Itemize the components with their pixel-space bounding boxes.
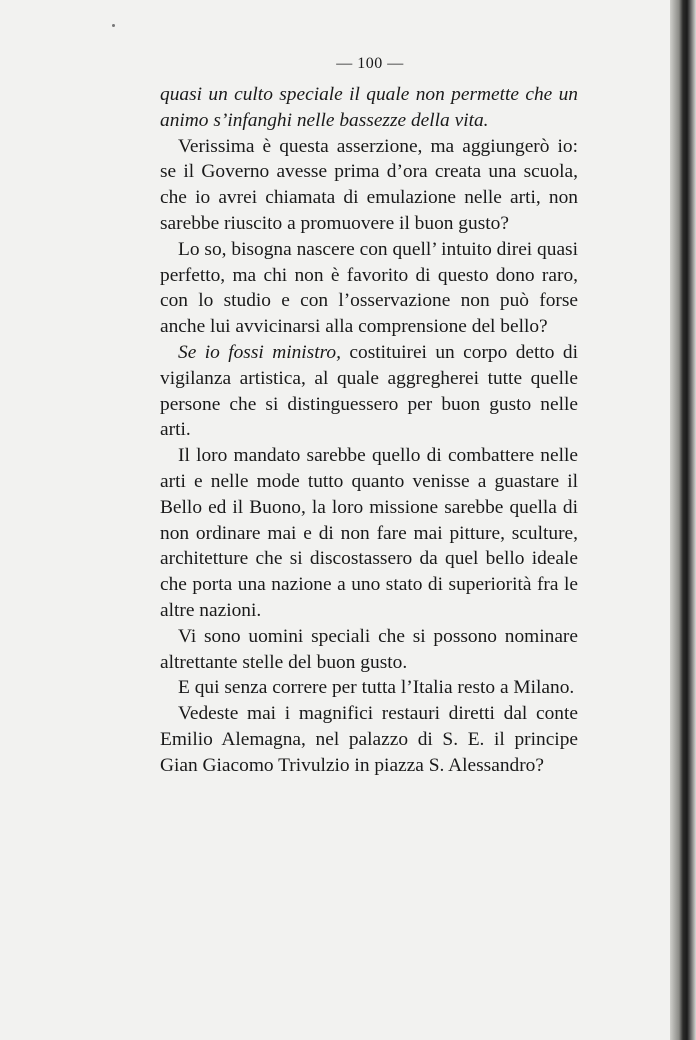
body-text bbox=[160, 82, 578, 779]
paragraph bbox=[160, 443, 578, 624]
paragraph bbox=[160, 340, 578, 443]
paragraph-text: Vi sono uomini speciali che si possono nominare altrettante stelle del buon gusto. bbox=[160, 625, 578, 673]
paragraph bbox=[160, 237, 578, 340]
paragraph-text: Verissima è questa asserzione, ma aggiungerò io: se il Governo avesse prima d’ora creata una scuola, che io avrei chiamata di emulazione nelle arti, non sarebbe riuscito a promuovere il buon gusto? bbox=[160, 135, 578, 234]
paragraph-text: Il loro mandato sarebbe quello di combattere nelle arti e nelle mode tutto quanto venisse a guastare il Bello ed il Buono, la loro missione sarebbe quella di non ordinare mai e di non fare mai pitture, sculture, architetture che si discostassero da quel bello ideale che porta una nazione a uno stato di superiorità fra le altre nazioni. bbox=[160, 445, 578, 621]
paragraph-text: E qui senza correre per tutta l’Italia resto a Milano. bbox=[178, 677, 575, 699]
paragraph-text: quasi un culto speciale il quale non permette che un animo s’infanghi nelle bassezze della vita. bbox=[160, 84, 578, 131]
paragraph bbox=[160, 701, 578, 778]
paragraph-text-italic: Se io fossi ministro, bbox=[178, 341, 341, 363]
page-edge-shadow bbox=[670, 0, 696, 1040]
paragraph bbox=[160, 675, 578, 701]
paragraph bbox=[160, 624, 578, 676]
page-number: — 100 — bbox=[336, 55, 404, 72]
speck bbox=[112, 24, 115, 27]
paragraph bbox=[160, 134, 578, 237]
paragraph bbox=[160, 82, 578, 134]
paragraph-text: costituirei un corpo detto di vigilanza artistica, al quale aggregherei tutte quelle persone che si distinguessero per buon gusto nelle arti. bbox=[160, 341, 579, 441]
paragraph-text: Vedeste mai i magnifici restauri diretti dal conte Emilio Alemagna, nel palazzo di S. E. il principe Gian Giacomo Trivulzio in piazza S. Alessandro? bbox=[160, 703, 578, 776]
paragraph-text: Lo so, bisogna nascere con quell’ intuito direi quasi perfetto, ma chi non è favorito di questo dono raro, con lo studio e con l’osservazione non può forse anche lui avvicinarsi alla comprensione del bello? bbox=[160, 238, 578, 338]
